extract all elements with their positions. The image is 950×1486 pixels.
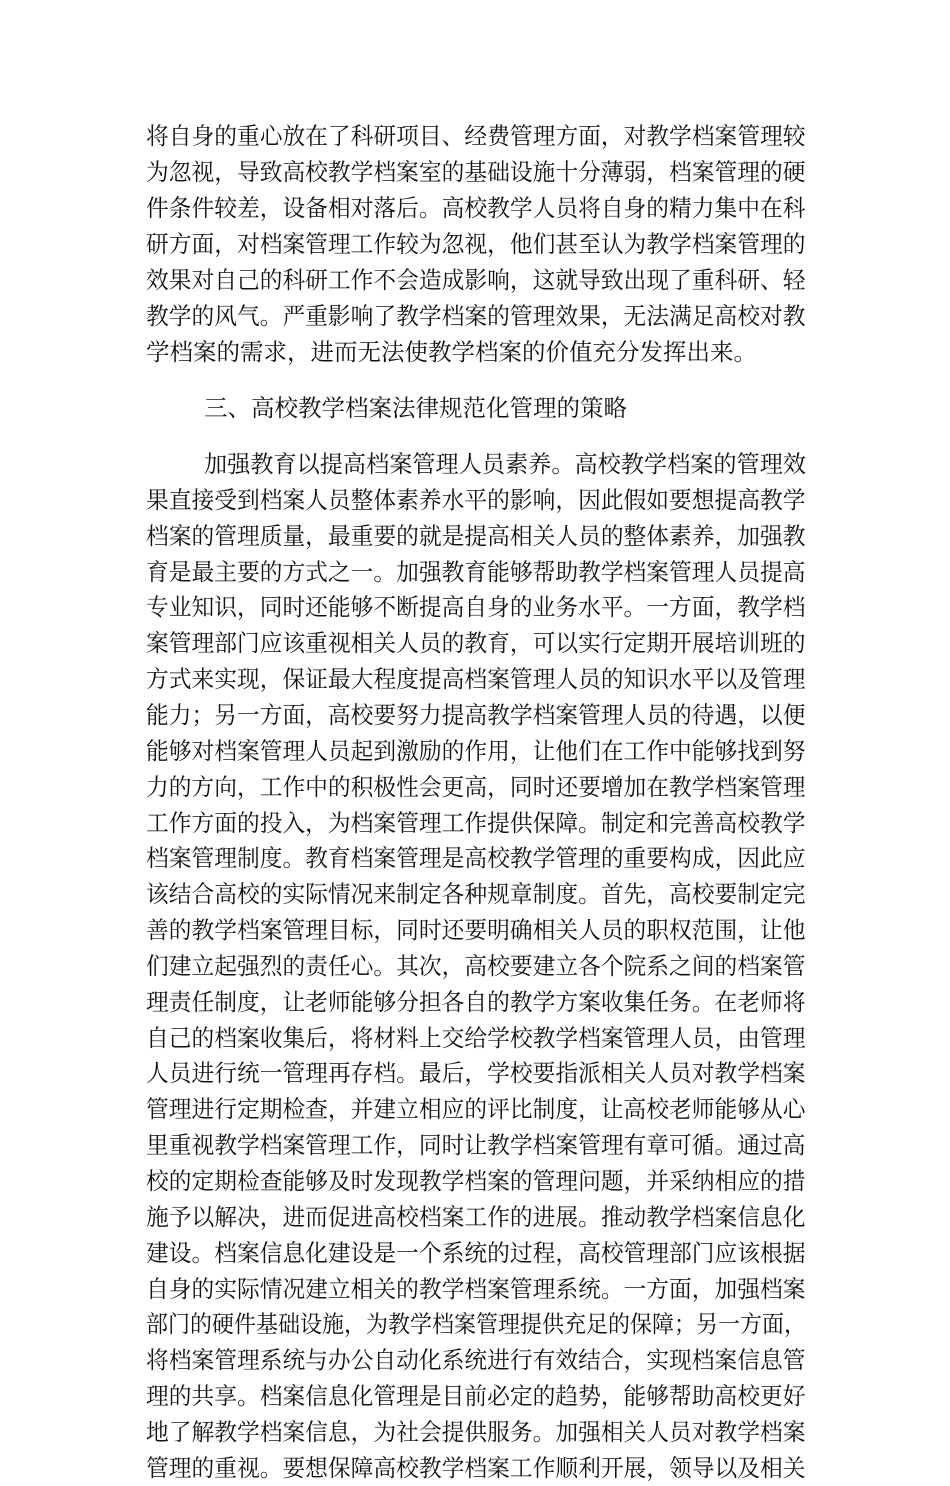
text-line: 里重视教学档案管理工作，同时让教学档案管理有章可循。通过高 [146,1131,806,1159]
text-line: 档案的管理质量，最重要的就是提高相关人员的整体素养，加强教 [146,522,806,550]
text-line: 育是最主要的方式之一。加强教育能够帮助教学档案管理人员提高 [146,558,806,586]
text-line: 地了解教学档案信息，为社会提供服务。加强相关人员对教学档案 [146,1418,806,1446]
text-line: 将自身的重心放在了科研项目、经费管理方面，对教学档案管理较 [146,122,806,150]
text-line: 建设。档案信息化建设是一个系统的过程，高校管理部门应该根据 [146,1239,806,1267]
text-line: 力的方向，工作中的积极性会更高，同时还要增加在教学档案管理 [146,773,806,801]
text-line: 能够对档案管理人员起到激励的作用，让他们在工作中能够找到努 [146,737,806,765]
text-line: 管理的重视。要想保障高校教学档案工作顺利开展，领导以及相关 [146,1454,806,1482]
text-line: 自己的档案收集后，将材料上交给学校教学档案管理人员，由管理 [146,1024,806,1052]
text-line: 效果对自己的科研工作不会造成影响，这就导致出现了重科研、轻 [146,266,806,294]
text-line: 研方面，对档案管理工作较为忽视，他们甚至认为教学档案管理的 [146,230,806,258]
text-line: 果直接受到档案人员整体素养水平的影响，因此假如要想提高教学 [146,486,806,514]
text-line: 为忽视，导致高校教学档案室的基础设施十分薄弱，档案管理的硬 [146,158,806,186]
text-line: 加强教育以提高档案管理人员素养。高校教学档案的管理效 [204,450,807,478]
text-line: 理责任制度，让老师能够分担各自的教学方案收集任务。在老师将 [146,988,806,1016]
text-line: 施予以解决，进而促进高校档案工作的进展。推动教学档案信息化 [146,1203,806,1231]
text-line: 工作方面的投入，为档案管理工作提供保障。制定和完善高校教学 [146,809,806,837]
text-line: 专业知识，同时还能够不断提高自身的业务水平。一方面，教学档 [146,593,806,621]
text-line: 三、高校教学档案法律规范化管理的策略 [204,394,627,422]
text-line: 自身的实际情况建立相关的教学档案管理系统。一方面，加强档案 [146,1275,806,1303]
text-line: 善的教学档案管理目标，同时还要明确相关人员的职权范围，让他 [146,916,806,944]
text-line: 人员进行统一管理再存档。最后，学校要指派相关人员对教学档案 [146,1059,806,1087]
text-line: 部门的硬件基础设施，为教学档案管理提供充足的保障；另一方面， [146,1310,807,1338]
text-line: 学档案的需求，进而无法使教学档案的价值充分发挥出来。 [146,338,757,366]
text-line: 案管理部门应该重视相关人员的教育，可以实行定期开展培训班的 [146,629,806,657]
text-line: 们建立起强烈的责任心。其次，高校要建立各个院系之间的档案管 [146,952,806,980]
text-line: 理的共享。档案信息化管理是目前必定的趋势，能够帮助高校更好 [146,1382,806,1410]
text-line: 管理进行定期检查，并建立相应的评比制度，让高校老师能够从心 [146,1095,806,1123]
text-line: 该结合高校的实际情况来制定各种规章制度。首先，高校要制定完 [146,880,806,908]
text-line: 校的定期检查能够及时发现教学档案的管理问题，并采纳相应的措 [146,1167,806,1195]
text-line: 教学的风气。严重影响了教学档案的管理效果，无法满足高校对教 [146,302,806,330]
text-line: 件条件较差，设备相对落后。高校教学人员将自身的精力集中在科 [146,194,806,222]
text-line: 档案管理制度。教育档案管理是高校教学管理的重要构成，因此应 [146,844,806,872]
text-line: 能力；另一方面，高校要努力提高教学档案管理人员的待遇，以便 [146,701,806,729]
text-line: 方式来实现，保证最大程度提高档案管理人员的知识水平以及管理 [146,665,806,693]
text-line: 将档案管理系统与办公自动化系统进行有效结合，实现档案信息管 [146,1346,806,1374]
